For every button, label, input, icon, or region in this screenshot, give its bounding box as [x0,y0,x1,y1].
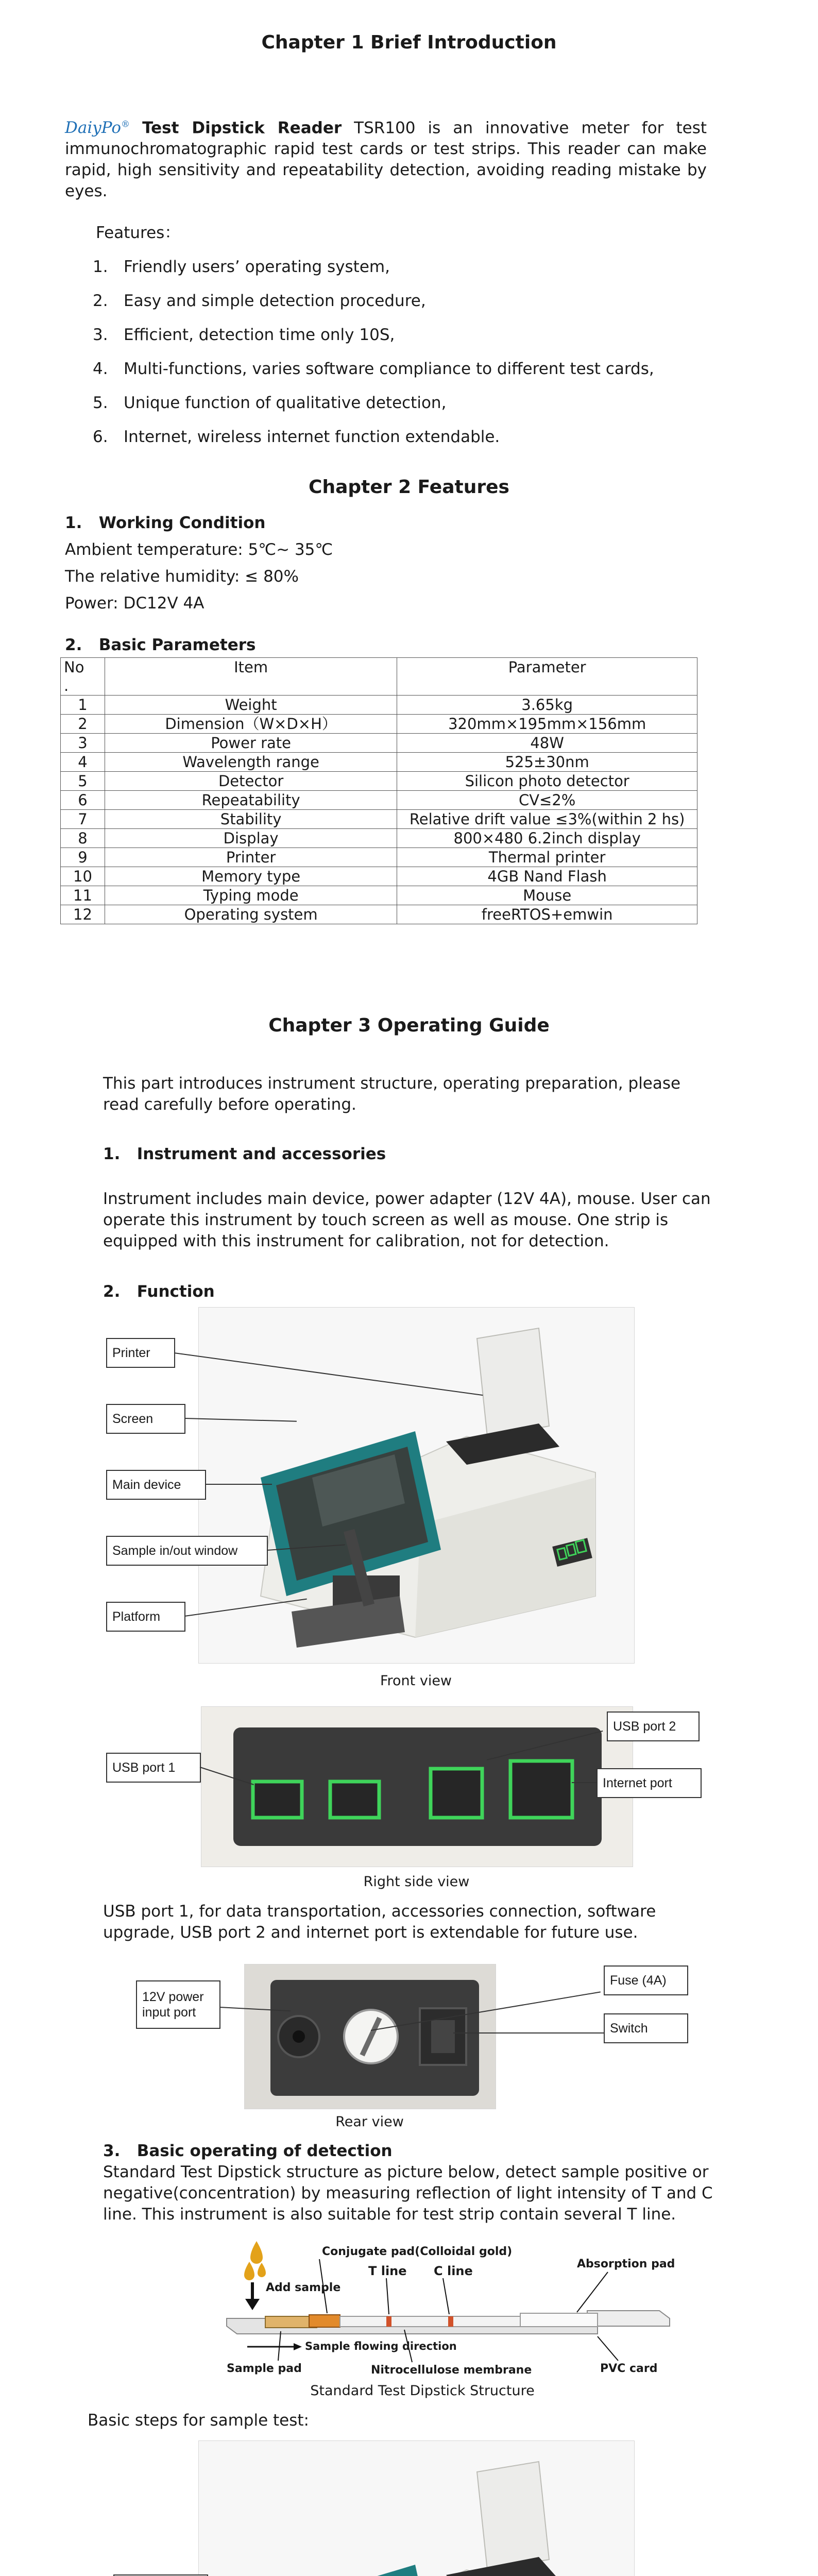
feature-number: 1. [93,258,108,276]
working-line-power: Power: DC12V 4A [65,594,204,613]
table-cell: 11 [61,886,105,905]
sample-drop-icon [250,2241,263,2264]
leader-line-main-device [205,1484,272,1485]
table-cell: freeRTOS+emwin [397,905,697,924]
table-cell: Typing mode [105,886,397,905]
basic-parameters-heading: 2. Basic Parameters [65,636,256,654]
brand-logo: DaiyPo® [65,118,130,138]
feature-number: 6. [93,428,108,446]
table-cell: Wavelength range [105,753,397,772]
table-row [61,772,697,791]
table-cell: Detector [105,772,397,791]
table-cell: Relative drift value ≤3%(within 2 hs) [397,810,697,829]
label-platform: Platform [106,1602,185,1632]
label-power-input: 12V power input port [136,1980,220,2029]
table-row [61,696,697,715]
table-row [61,734,697,753]
feature-text: Unique function of qualitative detection, [124,394,447,412]
table-row [61,753,697,772]
table-row [61,791,697,810]
table-cell: 10 [61,867,105,886]
feature-item [93,352,654,386]
table-cell: 1 [61,696,105,715]
steps-label: Basic steps for sample test: [88,2411,310,2430]
table-cell: 4 [61,753,105,772]
side-view-image [201,1706,633,1867]
table-cell: Thermal printer [397,848,697,867]
sec1-text: Instrument includes main device, power adapter (12V 4A), mouse. User can operate this instrument by touch screen as well as mouse. One strip is equipped with this instrument for calibration, not for detection. [103,1190,711,1250]
table-cell: 2 [61,715,105,734]
features-list [93,250,654,454]
leader-line-switch [453,2032,604,2033]
label-usb-port-2: USB port 2 [607,1711,700,1741]
table-cell: Repeatability [105,791,397,810]
dipstick-diagram [216,2231,690,2380]
chapter3-title: Chapter 3 Operating Guide [268,1015,550,1036]
label-screen: Screen [106,1404,185,1434]
side-view-caption: Right side view [363,1874,470,1890]
dipstick-label-absorption: Absorption pad [577,2258,675,2270]
feature-item [93,420,654,454]
feature-item [93,284,654,318]
sec1-heading: 1. Instrument and accessories [103,1145,386,1163]
label-switch: Switch [604,2013,688,2043]
table-cell: Dimension（W×D×H） [105,715,397,734]
chapter2-title: Chapter 2 Features [309,477,509,498]
front-view-caption: Front view [380,1673,452,1689]
dipstick-caption: Standard Test Dipstick Structure [310,2383,535,2399]
table-row [61,848,697,867]
table-header-cell: Parameter [397,658,697,696]
table-header-cell: No . [61,658,105,696]
sec3-heading: 3. Basic operating of detection [103,2142,393,2160]
working-condition-heading: 1. Working Condition [65,514,266,532]
table-cell: Printer [105,848,397,867]
dipstick-label-conjugate: Conjugate pad(Colloidal gold) [322,2245,513,2258]
features-label: Features： [96,224,181,242]
label-internet-port: Internet port [597,1768,702,1798]
table-cell: 800×480 6.2inch display [397,829,697,848]
table-cell: Display [105,829,397,848]
dipstick-label-c-line: C line [434,2264,473,2278]
table-cell: Weight [105,696,397,715]
side-view-text: USB port 1, for data transportation, accessories connection, software upgrade, USB port 2 and internet port is extendable for future use. [103,1902,656,1942]
dipstick-label-flow: Sample flowing direction [305,2340,457,2352]
table-row [61,867,697,886]
label-sample-window: Sample in/out window [106,1536,268,1566]
label-fuse: Fuse (4A) [604,1965,688,1995]
table-cell: Mouse [397,886,697,905]
dipstick-label-pvc: PVC card [600,2362,658,2375]
feature-text: Efficient, detection time only 10S, [124,326,395,344]
chapter1-title: Chapter 1 Brief Introduction [261,32,557,53]
table-cell: 8 [61,829,105,848]
feature-number: 3. [93,326,108,344]
dipstick-label-t-line: T line [368,2264,407,2278]
table-cell: 3.65kg [397,696,697,715]
table-cell: CV≤2% [397,791,697,810]
table-cell: Silicon photo detector [397,772,697,791]
label-usb-port-1: USB port 1 [106,1753,201,1783]
table-cell: Stability [105,810,397,829]
table-cell: Operating system [105,905,397,924]
table-cell: 7 [61,810,105,829]
label-printer: Printer [106,1338,175,1368]
table-row [61,905,697,924]
rear-view-caption: Rear view [335,2114,404,2130]
sec2-heading: 2. Function [103,1282,215,1301]
table-cell: 6 [61,791,105,810]
rear-view-image [244,1964,496,2109]
feature-item [93,386,654,420]
feature-number: 2. [93,292,108,310]
table-header-cell: Item [105,658,397,696]
label-main-device: Main device [106,1470,206,1500]
table-row [61,715,697,734]
table-cell: 525±30nm [397,753,697,772]
table-cell: Power rate [105,734,397,753]
front-view-image [198,1307,635,1664]
table-header-row [61,658,697,696]
feature-item [93,318,654,352]
leader-line-internet [572,1782,597,1783]
product-name: Test Dipstick Reader [142,118,342,138]
feature-text: Easy and simple detection procedure, [124,292,426,310]
feature-text: Multi-functions, varies software compliance to different test cards, [124,360,654,378]
parameters-table [60,657,697,924]
feature-item [93,250,654,284]
table-cell: 9 [61,848,105,867]
table-cell: 320mm×195mm×156mm [397,715,697,734]
chapter3-intro: This part introduces instrument structure, operating preparation, please read carefully before operating. [103,1074,681,1114]
table-cell: 4GB Nand Flash [397,867,697,886]
c-line-mark [448,2316,453,2327]
table-row [61,829,697,848]
table-cell: 48W [397,734,697,753]
feature-number: 4. [93,360,108,378]
sample-platform-image [198,2441,635,2576]
table-row [61,886,697,905]
intro-text: TSR100 is an innovative meter for test immunochromatographic rapid test cards or test strips. This reader can make rapid, high sensitivity and repeatability detection, avoiding reading mistake by eyes. [65,118,707,201]
working-line-humidity: The relative humidity: ≤ 80% [65,567,299,586]
working-line-temp: Ambient temperature: 5℃~ 35℃ [65,540,333,559]
sec3-text: Standard Test Dipstick structure as picture below, detect sample positive or negative(concentration) by measuring reflection of light intensity of T and C line. This instrument is also suitable for test strip contain several T line. [103,2163,713,2224]
dipstick-label-add-sample: Add sample [266,2281,341,2294]
dipstick-label-sample-pad: Sample pad [227,2362,302,2375]
feature-text: Internet, wireless internet function extendable. [124,428,500,446]
table-cell: 3 [61,734,105,753]
intro-paragraph [65,114,707,202]
table-cell: 12 [61,905,105,924]
feature-text: Friendly users’ operating system, [124,258,390,276]
table-cell: Memory type [105,867,397,886]
table-cell: 5 [61,772,105,791]
feature-number: 5. [93,394,108,412]
t-line-mark [386,2316,391,2327]
dipstick-label-membrane: Nitrocellulose membrane [371,2364,532,2377]
table-row [61,810,697,829]
